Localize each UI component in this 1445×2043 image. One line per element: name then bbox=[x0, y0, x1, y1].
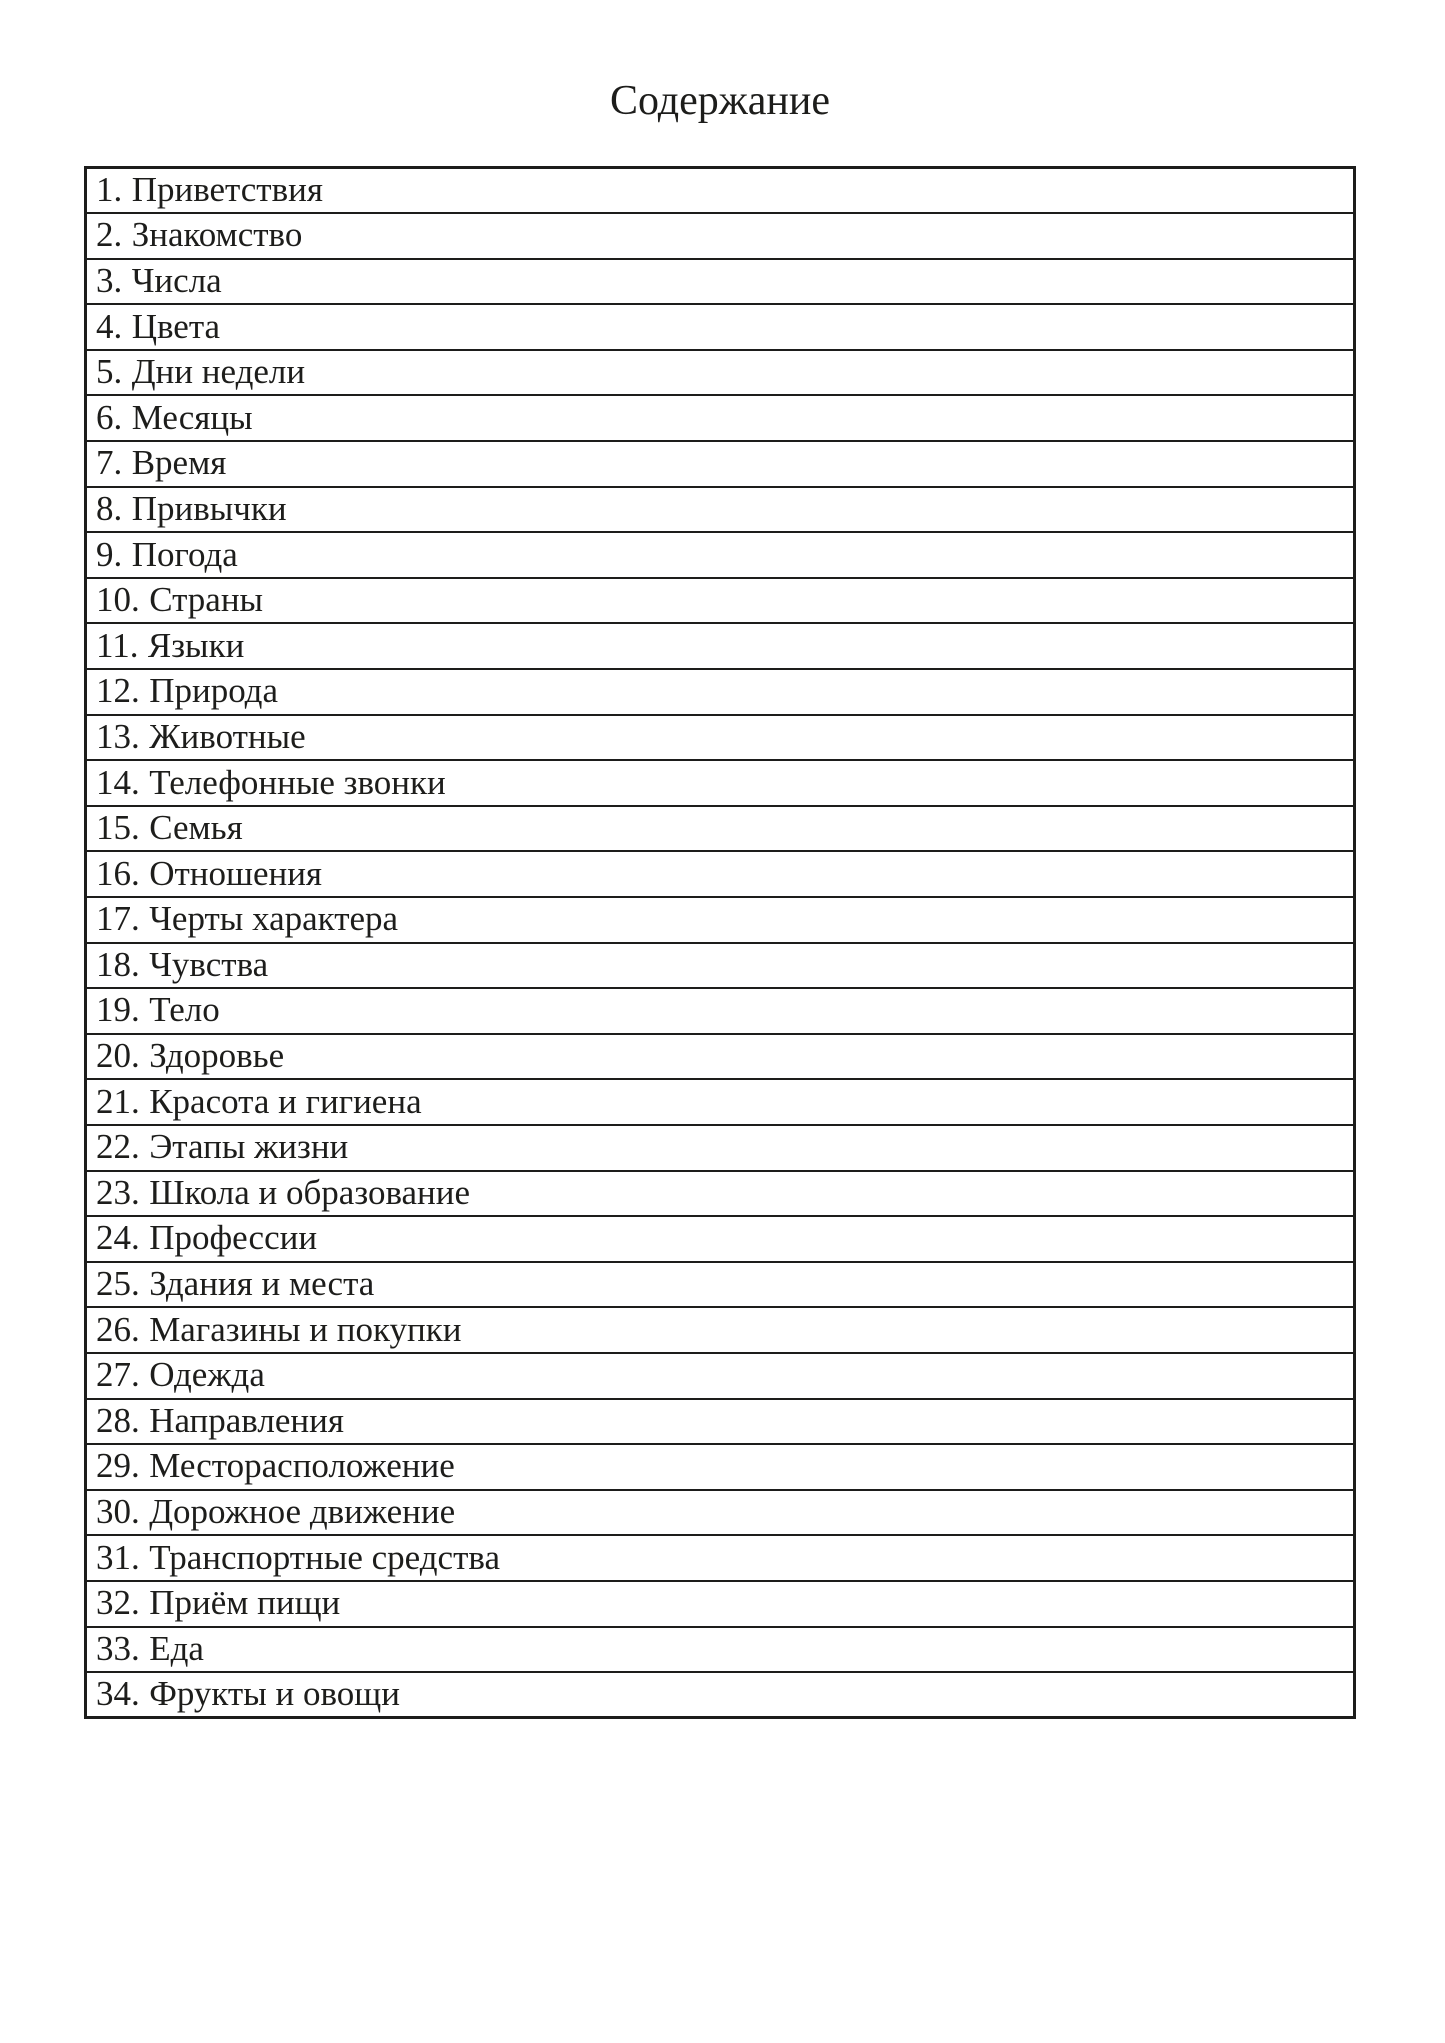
toc-item-label: Профессии bbox=[149, 1218, 318, 1258]
toc-item-number: 23. bbox=[96, 1172, 140, 1212]
toc-item-number: 17. bbox=[96, 899, 140, 939]
toc-item-number: 22. bbox=[96, 1127, 140, 1167]
toc-item-number: 15. bbox=[96, 808, 140, 848]
toc-item-number: 21. bbox=[96, 1081, 140, 1121]
toc-table-row bbox=[86, 623, 1355, 669]
toc-item-number: 16. bbox=[96, 853, 140, 893]
toc-item-number: 19. bbox=[96, 990, 140, 1030]
toc-item-number: 14. bbox=[96, 762, 140, 802]
toc-item-label: Здоровье bbox=[149, 1036, 285, 1076]
toc-table-row bbox=[86, 1034, 1355, 1080]
toc-item-number: 25. bbox=[96, 1264, 140, 1304]
toc-cell bbox=[86, 1353, 1355, 1399]
toc-table bbox=[84, 166, 1356, 1719]
toc-item-number: 29. bbox=[96, 1446, 140, 1486]
toc-item-number: 13. bbox=[96, 716, 140, 756]
toc-cell bbox=[86, 441, 1355, 487]
toc-cell bbox=[86, 168, 1355, 214]
toc-cell bbox=[86, 350, 1355, 396]
toc-item-label: Месторасположение bbox=[149, 1446, 455, 1486]
toc-table-row bbox=[86, 259, 1355, 305]
toc-item-label: Фрукты и овощи bbox=[149, 1674, 400, 1714]
toc-table-row bbox=[86, 441, 1355, 487]
toc-item-label: Приветствия bbox=[131, 170, 323, 210]
toc-item-label: Направления bbox=[149, 1400, 344, 1440]
page-title: Содержание bbox=[609, 78, 831, 124]
toc-table-row bbox=[86, 760, 1355, 806]
toc-item-label: Здания и места bbox=[149, 1264, 375, 1304]
toc-cell bbox=[86, 578, 1355, 624]
toc-table-row bbox=[86, 1444, 1355, 1490]
toc-cell bbox=[86, 1490, 1355, 1536]
toc-item-number: 9. bbox=[96, 534, 123, 574]
toc-cell bbox=[86, 259, 1355, 305]
toc-cell bbox=[86, 213, 1355, 259]
toc-item-number: 24. bbox=[96, 1218, 140, 1258]
toc-item-number: 32. bbox=[96, 1583, 140, 1623]
toc-item-label: Еда bbox=[149, 1628, 204, 1668]
toc-cell bbox=[86, 623, 1355, 669]
toc-table-row bbox=[86, 669, 1355, 715]
toc-item-label: Одежда bbox=[149, 1355, 265, 1395]
toc-cell bbox=[86, 760, 1355, 806]
toc-table-row bbox=[86, 715, 1355, 761]
toc-table-row bbox=[86, 988, 1355, 1034]
toc-table-row bbox=[86, 168, 1355, 214]
toc-table-row bbox=[86, 1307, 1355, 1353]
toc-cell bbox=[86, 1079, 1355, 1125]
toc-item-label: Дни недели bbox=[131, 352, 306, 392]
toc-table-row bbox=[86, 578, 1355, 624]
toc-cell bbox=[86, 943, 1355, 989]
toc-item-number: 8. bbox=[96, 488, 123, 528]
toc-table-row bbox=[86, 806, 1355, 852]
toc-item-label: Чувства bbox=[149, 944, 269, 984]
toc-item-label: Магазины и покупки bbox=[149, 1309, 462, 1349]
toc-item-number: 2. bbox=[96, 215, 123, 255]
toc-table-row bbox=[86, 1581, 1355, 1627]
toc-item-number: 12. bbox=[96, 671, 140, 711]
toc-table-row bbox=[86, 213, 1355, 259]
toc-cell bbox=[86, 897, 1355, 943]
toc-item-label: Числа bbox=[131, 260, 222, 300]
toc-item-number: 10. bbox=[96, 580, 140, 620]
toc-cell bbox=[86, 395, 1355, 441]
toc-cell bbox=[86, 715, 1355, 761]
toc-table-row bbox=[86, 487, 1355, 533]
toc-item-label: Школа и образование bbox=[149, 1172, 471, 1212]
toc-item-label: Отношения bbox=[149, 853, 323, 893]
toc-item-number: 11. bbox=[96, 625, 139, 665]
toc-table-row bbox=[86, 1535, 1355, 1581]
toc-item-label: Семья bbox=[149, 808, 243, 848]
toc-item-label: Телефонные звонки bbox=[149, 762, 446, 802]
toc-table-row bbox=[86, 943, 1355, 989]
toc-item-number: 26. bbox=[96, 1309, 140, 1349]
toc-table-row bbox=[86, 1490, 1355, 1536]
toc-cell bbox=[86, 669, 1355, 715]
toc-item-label: Животные bbox=[149, 716, 306, 756]
toc-table-row bbox=[86, 532, 1355, 578]
toc-item-number: 28. bbox=[96, 1400, 140, 1440]
toc-item-label: Время bbox=[131, 443, 227, 483]
toc-item-label: Тело bbox=[149, 990, 220, 1030]
toc-cell bbox=[86, 487, 1355, 533]
toc-table-row bbox=[86, 1171, 1355, 1217]
toc-item-label: Погода bbox=[131, 534, 238, 574]
toc-cell bbox=[86, 1444, 1355, 1490]
toc-cell bbox=[86, 1307, 1355, 1353]
toc-cell bbox=[86, 1581, 1355, 1627]
toc-cell bbox=[86, 1034, 1355, 1080]
toc-table-row bbox=[86, 1399, 1355, 1445]
toc-item-number: 6. bbox=[96, 397, 123, 437]
toc-cell bbox=[86, 1262, 1355, 1308]
toc-item-number: 33. bbox=[96, 1628, 140, 1668]
toc-item-number: 5. bbox=[96, 352, 123, 392]
toc-cell bbox=[86, 988, 1355, 1034]
toc-cell bbox=[86, 1125, 1355, 1171]
toc-item-label: Красота и гигиена bbox=[149, 1081, 422, 1121]
toc-item-label: Транспортные средства bbox=[149, 1537, 500, 1577]
toc-cell bbox=[86, 806, 1355, 852]
toc-table-row bbox=[86, 1125, 1355, 1171]
toc-item-number: 7. bbox=[96, 443, 123, 483]
toc-item-label: Дорожное движение bbox=[149, 1492, 456, 1532]
toc-table-row bbox=[86, 1672, 1355, 1718]
toc-item-number: 18. bbox=[96, 944, 140, 984]
toc-cell bbox=[86, 851, 1355, 897]
toc-item-number: 30. bbox=[96, 1492, 140, 1532]
toc-table-row bbox=[86, 395, 1355, 441]
toc-table-row bbox=[86, 1216, 1355, 1262]
toc-item-number: 20. bbox=[96, 1036, 140, 1076]
toc-table-row bbox=[86, 350, 1355, 396]
toc-table-row bbox=[86, 1262, 1355, 1308]
toc-cell bbox=[86, 1672, 1355, 1718]
toc-table-row bbox=[86, 897, 1355, 943]
toc-item-number: 4. bbox=[96, 306, 123, 346]
toc-item-label: Привычки bbox=[131, 488, 287, 528]
toc-item-number: 1. bbox=[96, 170, 123, 210]
toc-item-label: Страны bbox=[149, 580, 264, 620]
toc-cell bbox=[86, 1535, 1355, 1581]
toc-table-body bbox=[86, 168, 1355, 1718]
toc-item-label: Черты характера bbox=[149, 899, 399, 939]
toc-table-row bbox=[86, 1353, 1355, 1399]
toc-cell bbox=[86, 1171, 1355, 1217]
toc-cell bbox=[86, 304, 1355, 350]
toc-item-label: Природа bbox=[149, 671, 279, 711]
toc-item-number: 34. bbox=[96, 1674, 140, 1714]
toc-table-row bbox=[86, 851, 1355, 897]
toc-table-row bbox=[86, 1627, 1355, 1673]
toc-item-label: Приём пищи bbox=[149, 1583, 341, 1623]
toc-item-label: Цвета bbox=[131, 306, 221, 346]
toc-item-label: Языки bbox=[147, 625, 245, 665]
toc-table-row bbox=[86, 304, 1355, 350]
toc-item-number: 31. bbox=[96, 1537, 140, 1577]
toc-item-number: 27. bbox=[96, 1355, 140, 1395]
toc-cell bbox=[86, 1627, 1355, 1673]
toc-cell bbox=[86, 1399, 1355, 1445]
toc-cell bbox=[86, 532, 1355, 578]
toc-item-number: 3. bbox=[96, 260, 123, 300]
toc-item-label: Месяцы bbox=[131, 397, 253, 437]
toc-table-row bbox=[86, 1079, 1355, 1125]
toc-item-label: Этапы жизни bbox=[149, 1127, 349, 1167]
toc-cell bbox=[86, 1216, 1355, 1262]
toc-item-label: Знакомство bbox=[131, 215, 303, 255]
